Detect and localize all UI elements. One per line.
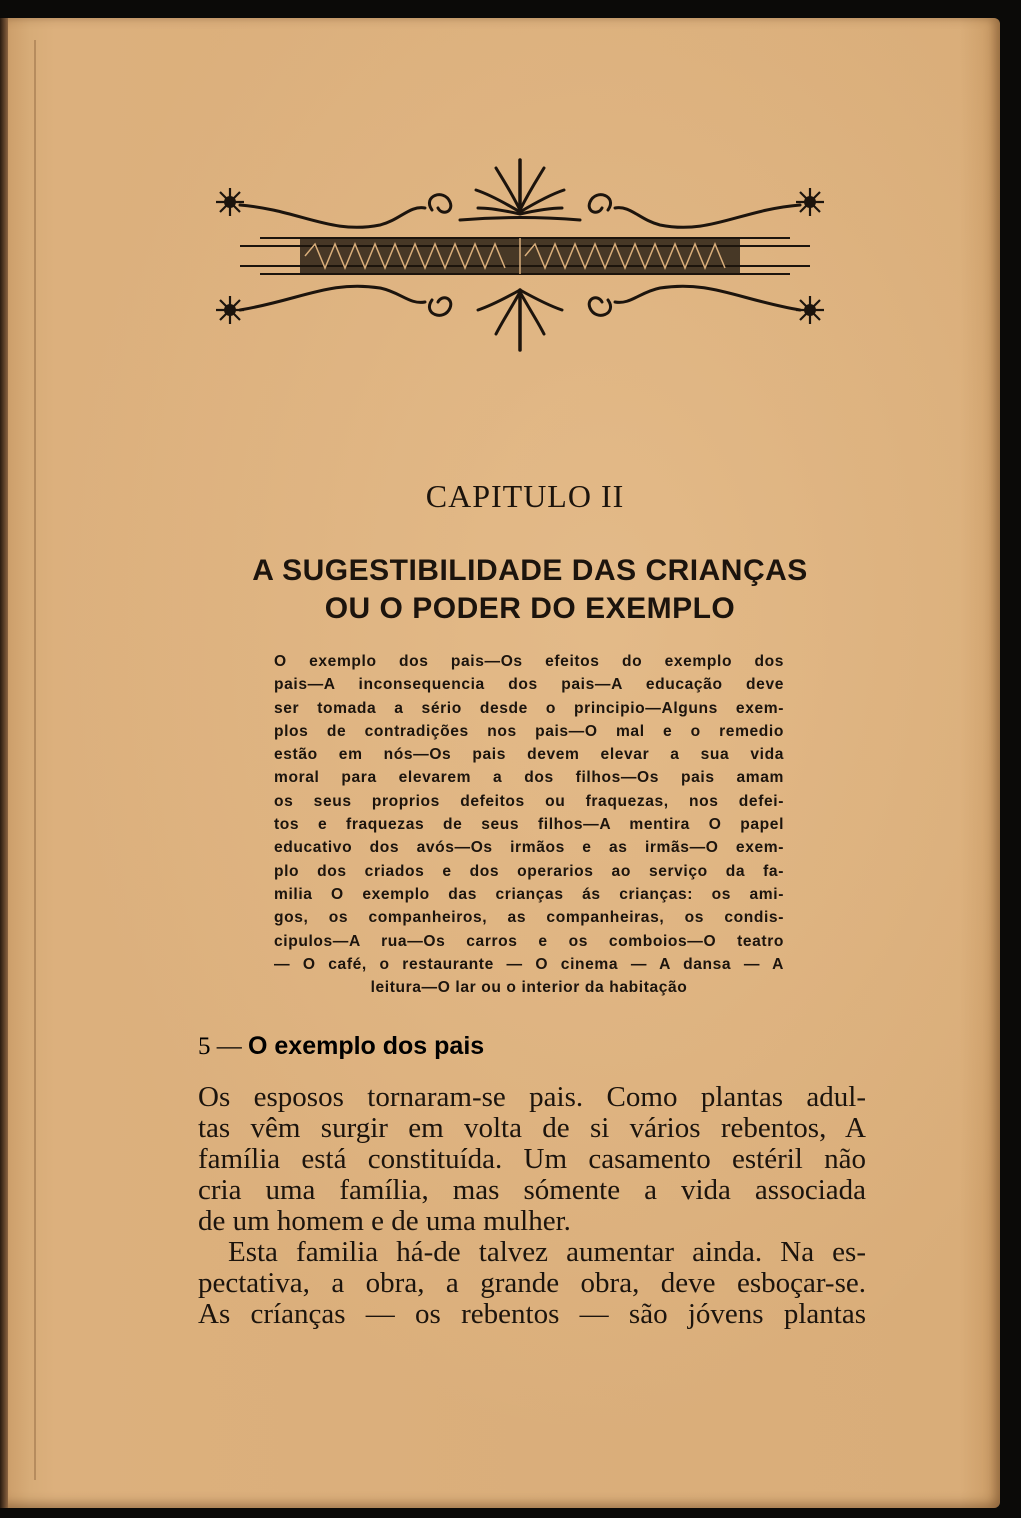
- summary-line: cipulos—A rua—Os carros e os comboios—O teatro: [274, 932, 784, 950]
- body-line: cria uma família, mas sómente a vida associada: [198, 1174, 866, 1206]
- summary-line: estão em nós—Os pais devem elevar a sua vida: [274, 746, 784, 764]
- summary-line: plos de contradições nos pais—O mal e o remedio: [274, 722, 784, 740]
- summary-line: ser tomada a sério desde o principio—Alguns exem-: [274, 699, 784, 717]
- body-line: família está constituída. Um casamento estéril não: [198, 1143, 866, 1175]
- chapter-heading: CAPITULO II: [425, 478, 625, 514]
- section-title: O exemplo dos pais: [248, 1032, 485, 1060]
- body-line: de um homem e de uma mulher.: [198, 1205, 571, 1237]
- body-text: [198, 1082, 866, 1330]
- summary-line: leitura—O lar ou o interior da habitação: [370, 979, 688, 997]
- summary-line: milia O exemplo das crianças ás crianças: os ami-: [274, 885, 784, 903]
- summary-line: O exemplo dos pais—Os efeitos do exemplo dos: [274, 653, 784, 670]
- page-fold-line: [34, 40, 36, 1480]
- section-heading: [198, 1030, 484, 1063]
- section-number: 5 —: [198, 1033, 248, 1060]
- chapter-title-line-2: OU O PODER DO EXEMPLO: [324, 592, 736, 625]
- body-line: Os esposos tornaram-se pais. Como plantas adul-: [198, 1081, 866, 1113]
- summary-line: os seus proprios defeitos ou fraquezas, nos defei-: [274, 792, 784, 810]
- body-line: Esta familia há-de talvez aumentar ainda. Na es-: [228, 1236, 866, 1268]
- page-edge-shadow: [0, 18, 8, 1508]
- summary-line: — O café, o restaurante — O cinema — A dansa — A: [274, 955, 784, 973]
- chapter-title-line-1: A SUGESTIBILIDADE DAS CRIANÇAS: [252, 554, 808, 587]
- chapter-title: [200, 552, 860, 628]
- summary-line: plo dos criados e dos operarios ao serviço da fa-: [274, 862, 784, 880]
- body-line: pectativa, a obra, a grande obra, deve esboçar-se.: [198, 1267, 866, 1299]
- summary-line: educativo dos avós—Os irmãos e as irmãs—O exem-: [274, 839, 784, 857]
- body-line: As críanças — os rebentos — são jóvens plantas: [198, 1298, 866, 1330]
- summary-line: moral para elevarem a dos filhos—Os pais amam: [274, 769, 784, 787]
- body-line: tas vêm surgir em volta de si vários rebentos, A: [198, 1112, 866, 1144]
- chapter-summary: [274, 650, 784, 999]
- summary-line: tos e fraquezas de seus filhos—A mentira O papel: [274, 816, 784, 834]
- chapter-ornament: [210, 150, 830, 360]
- summary-line: pais—A inconsequencia dos pais—A educação deve: [274, 676, 784, 694]
- summary-line: gos, os companheiros, as companheiras, os condis-: [274, 909, 784, 927]
